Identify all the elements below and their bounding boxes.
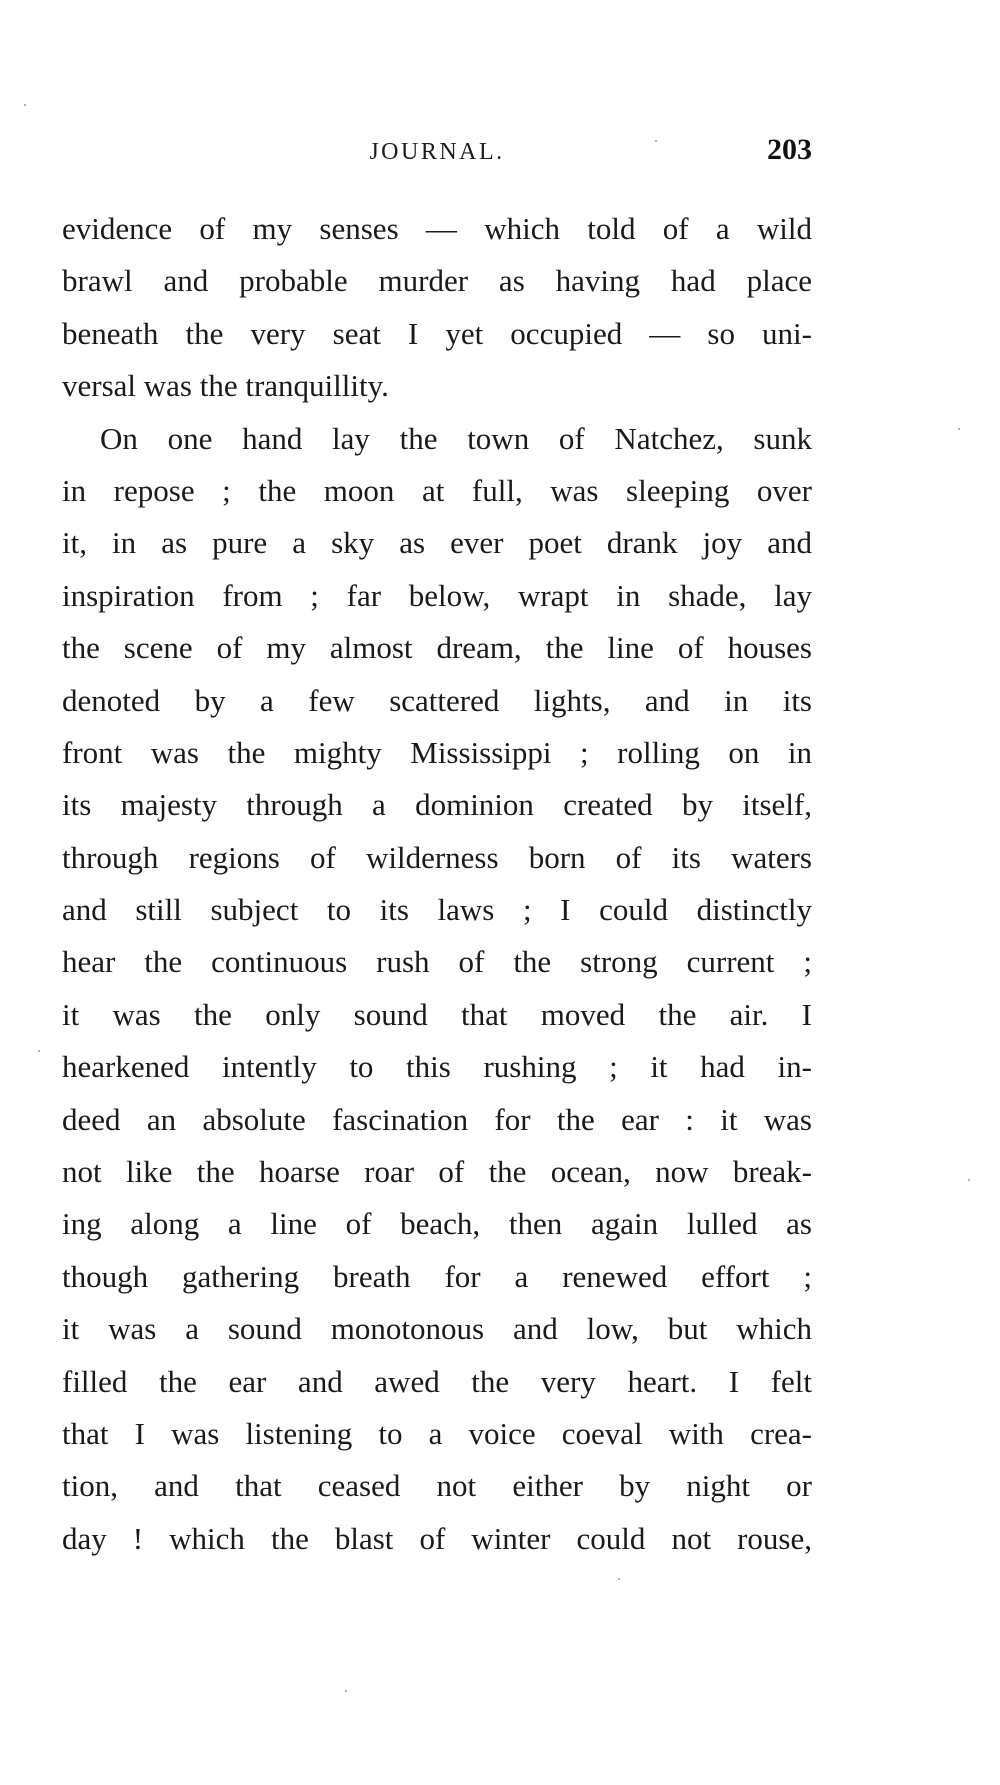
- text-line: day ! which the blast of winter could not rouse,: [62, 1520, 812, 1556]
- text-line: deed an absolute fascination for the ear : it was: [62, 1101, 812, 1137]
- text-line: denoted by a few scattered lights, and in its: [62, 682, 812, 718]
- text-line: hearkened intently to this rushing ; it had in-: [62, 1049, 812, 1085]
- text-line: not like the hoarse roar of the ocean, now break-: [62, 1154, 812, 1190]
- text-line: that I was listening to a voice coeval with crea-: [62, 1415, 812, 1451]
- text-line: though gathering breath for a renewed effort ;: [62, 1258, 812, 1294]
- paper-speck: [655, 140, 657, 142]
- text-line: front was the mighty Mississippi ; rolling on in: [62, 734, 812, 770]
- text-line: evidence of my senses — which told of a wild: [62, 211, 812, 246]
- paper-speck: [618, 1578, 620, 1580]
- text-line: it, in as pure a sky as ever poet drank joy and: [62, 525, 812, 561]
- text-line: it was a sound monotonous and low, but which: [62, 1311, 812, 1347]
- text-line: it was the only sound that moved the air. I: [62, 996, 812, 1032]
- text-line: ing along a line of beach, then again lulled as: [62, 1206, 812, 1242]
- text-line: its majesty through a dominion created by itself,: [62, 787, 812, 823]
- text-line: filled the ear and awed the very heart. I felt: [62, 1363, 812, 1399]
- text-line: and still subject to its laws ; I could distinctly: [62, 892, 812, 928]
- text-line: brawl and probable murder as having had place: [62, 263, 812, 299]
- paper-speck: [38, 1050, 40, 1052]
- text-line: in repose ; the moon at full, was sleeping over: [62, 472, 812, 508]
- text-line: beneath the very seat I yet occupied — so uni-: [62, 315, 812, 351]
- text-line: the scene of my almost dream, the line of houses: [62, 630, 812, 666]
- paper-speck: [958, 428, 960, 430]
- page-header: [62, 133, 812, 173]
- text-line: inspiration from ; far below, wrapt in shade, lay: [62, 577, 812, 613]
- text-line: hear the continuous rush of the strong current ;: [62, 944, 812, 980]
- text-line: versal was the tranquillity.: [62, 368, 389, 404]
- paper-speck: [345, 1690, 347, 1692]
- paragraph: [62, 413, 812, 1566]
- text-line: On one hand lay the town of Natchez, sunk: [100, 420, 812, 456]
- paper-speck: [968, 1179, 970, 1181]
- body-text: [62, 203, 812, 1565]
- page-number: 203: [767, 133, 812, 166]
- paper-speck: [24, 104, 26, 106]
- paragraph: [62, 203, 812, 413]
- running-head: JOURNAL.: [369, 139, 505, 165]
- text-line: tion, and that ceased not either by night or: [62, 1468, 812, 1504]
- text-line: through regions of wilderness born of its waters: [62, 839, 812, 875]
